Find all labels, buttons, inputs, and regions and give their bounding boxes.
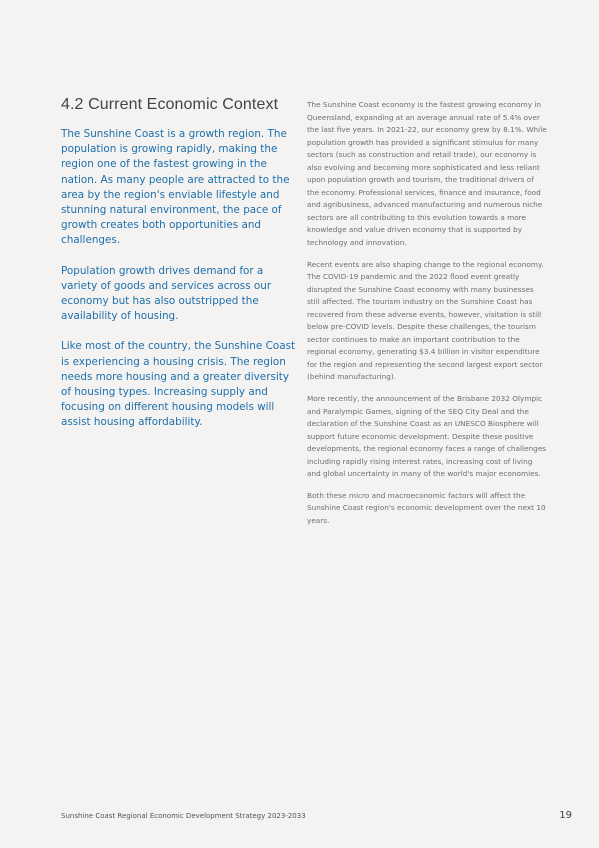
intro-paragraph: Like most of the country, the Sunshine Coast is experiencing a housing crisis. The region needs more housing and a greater diversity of housing types. Increasing supply and focusing on different housing models will assist housing affordability. <box>61 340 296 429</box>
body-paragraph: Recent events are also shaping change to the regional economy. The COVID-19 pandemic and the 2022 flood event greatly disrupted the Sunshine Coast economy with many businesses still affected. The tourism industry on the Sunshine Coast has recovered from these adverse events, however, visitation is still below pre-COVID levels. Despite these challenges, the tourism sector continues to make an important contribution to the regional economy, generating $3.4 billion in visitor expenditure for the region and representing the second largest export sector (behind manufacturing). <box>307 259 544 382</box>
intro-paragraph: Population growth drives demand for a variety of goods and services across our economy but has also outstripped the availability of housing. <box>61 264 272 323</box>
body-column <box>307 99 547 537</box>
section-heading: 4.2 Current Economic Context <box>61 96 279 113</box>
body-paragraph: Both these micro and macroeconomic factors will affect the Sunshine Coast region's economic development over the next 10 years. <box>307 490 546 525</box>
body-paragraph: More recently, the announcement of the Brisbane 2032 Olympic and Paralympic Games, signing of the SEQ City Deal and the declaration of the Sunshine Coast as an UNESCO Biosphere will support future economic development. Despite these positive developments, the regional economy faces a range of challenges including rapidly rising interest rates, increasing cost of living and global uncertainty in many of the world's major economies. <box>307 394 547 479</box>
intro-paragraph: The Sunshine Coast is a growth region. The population is growing rapidly, making the region one of the fastest growing in the nation. As many people are attracted to the area by the region's enviable lifestyle and stunning natural environment, the pace of growth creates both opportunities and challenges. <box>61 128 290 247</box>
intro-column <box>61 127 297 446</box>
page-number: 19 <box>559 810 572 821</box>
body-paragraph: The Sunshine Coast economy is the fastest growing economy in Queensland, expanding at an average annual rate of 5.4% over the last five years. In 2021-22, our economy grew by 8.1%. While population growth has provided a significant stimulus for many sectors (such as construction and retail trade), our economy is also evolving and becoming more sophisticated and less reliant upon population growth and tourism, the traditional drivers of the economy. Professional services, finance and insurance, food and agribusiness, advanced manufacturing and numerous niche sectors are all contributing to this evolution towards a more knowledge and value driven economy that is supported by technology and innovation. <box>307 100 547 248</box>
footer-document-title: Sunshine Coast Regional Economic Development Strategy 2023-2033 <box>61 812 306 820</box>
